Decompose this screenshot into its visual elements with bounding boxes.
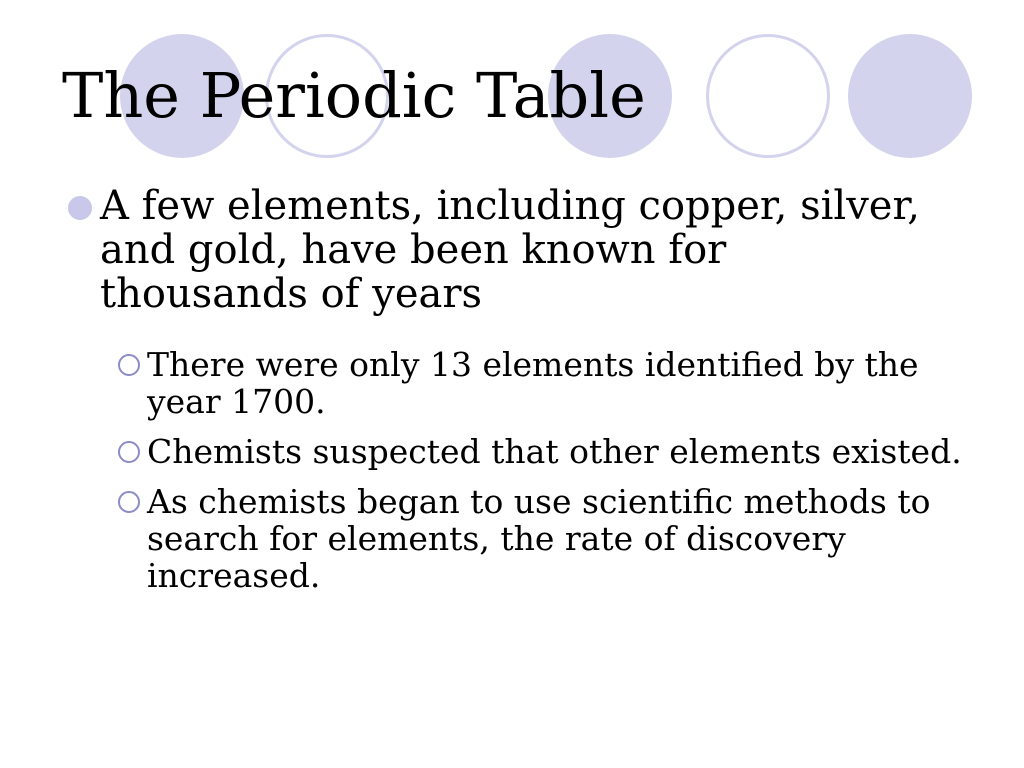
sub-bullet-item [147,346,977,420]
filled-circle-bullet-icon [68,196,92,220]
sub-bullet-item [147,433,977,470]
ring-bullet-icon [118,354,140,376]
sub-bullet-text: As chemists began to use scientific methods to search for elements, the rate of discovery increased. [147,482,931,595]
ring-bullet-icon [118,491,140,513]
sub-bullet-item [147,483,977,594]
slide-title: The Periodic Table [62,59,646,132]
main-bullet [100,184,930,316]
sub-bullet-text: Chemists suspected that other elements existed. [147,432,962,471]
ring-bullet-icon [118,441,140,463]
sub-bullet-list [147,346,977,607]
decorative-circle-5 [848,34,972,158]
decorative-circle-4 [706,34,830,158]
sub-bullet-text: There were only 13 elements identified by the year 1700. [147,345,919,421]
main-bullet-text: A few elements, including copper, silver, and gold, have been known for thousands of years [100,183,920,317]
